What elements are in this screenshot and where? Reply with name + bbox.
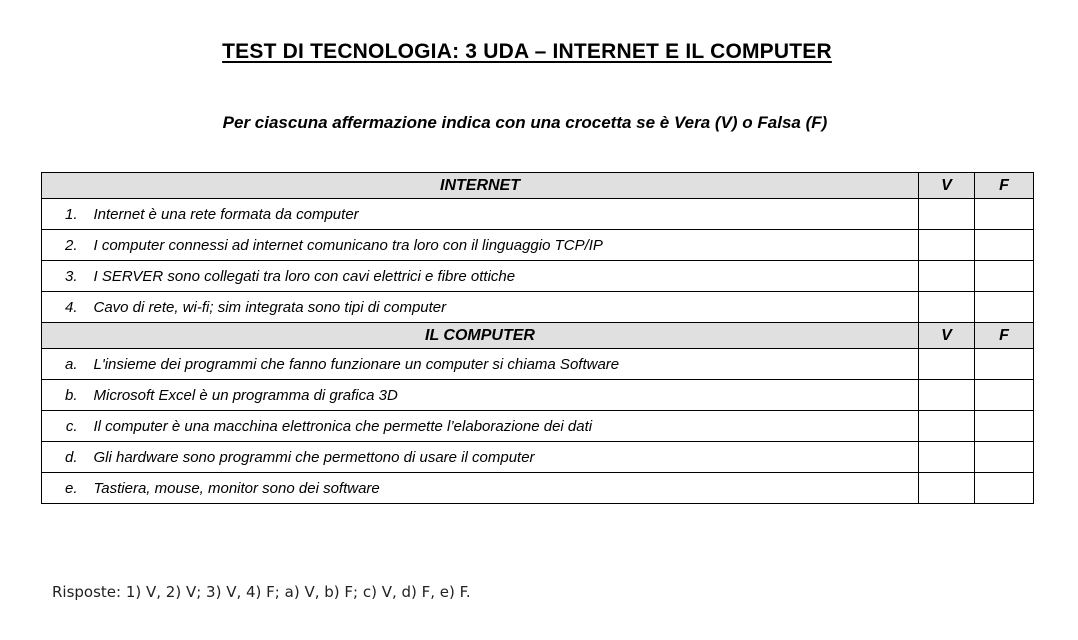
- checkbox-vera[interactable]: [919, 380, 975, 411]
- column-header-vera: V: [919, 323, 975, 349]
- statement-marker: c.: [42, 411, 90, 442]
- statement-text: I SERVER sono collegati tra loro con cavi elettrici e fibre ottiche: [90, 261, 919, 292]
- checkbox-vera[interactable]: [919, 473, 975, 504]
- statement-text: Cavo di rete, wi-fi; sim integrata sono tipi di computer: [90, 292, 919, 323]
- checkbox-vera[interactable]: [919, 230, 975, 261]
- checkbox-falsa[interactable]: [975, 473, 1034, 504]
- statement-text: Tastiera, mouse, monitor sono dei software: [90, 473, 919, 504]
- statement-row: [42, 473, 1034, 504]
- statement-text: L'insieme dei programmi che fanno funzionare un computer si chiama Software: [90, 349, 919, 380]
- section-header-row: [42, 323, 1034, 349]
- checkbox-vera[interactable]: [919, 349, 975, 380]
- checkbox-falsa[interactable]: [975, 380, 1034, 411]
- statement-marker: b.: [42, 380, 90, 411]
- column-header-vera: V: [919, 173, 975, 199]
- statement-text: I computer connessi ad internet comunicano tra loro con il linguaggio TCP/IP: [90, 230, 919, 261]
- statement-row: [42, 349, 1034, 380]
- checkbox-falsa[interactable]: [975, 261, 1034, 292]
- statement-row: [42, 380, 1034, 411]
- statement-marker: d.: [42, 442, 90, 473]
- checkbox-falsa[interactable]: [975, 349, 1034, 380]
- checkbox-vera[interactable]: [919, 292, 975, 323]
- checkbox-falsa[interactable]: [975, 411, 1034, 442]
- checkbox-vera[interactable]: [919, 199, 975, 230]
- statement-text: Il computer è una macchina elettronica che permette l’elaborazione dei dati: [90, 411, 919, 442]
- checkbox-falsa[interactable]: [975, 199, 1034, 230]
- section-heading: IL COMPUTER: [42, 323, 919, 349]
- column-header-falsa: F: [975, 323, 1034, 349]
- quiz-table: [41, 172, 1034, 504]
- statement-marker: 3.: [42, 261, 90, 292]
- statement-marker: a.: [42, 349, 90, 380]
- checkbox-falsa[interactable]: [975, 292, 1034, 323]
- statement-marker: 2.: [42, 230, 90, 261]
- statement-row: [42, 230, 1034, 261]
- statement-marker: 4.: [42, 292, 90, 323]
- statement-row: [42, 292, 1034, 323]
- column-header-falsa: F: [975, 173, 1034, 199]
- statement-row: [42, 261, 1034, 292]
- section-heading: INTERNET: [42, 173, 919, 199]
- statement-marker: e.: [42, 473, 90, 504]
- statement-row: [42, 199, 1034, 230]
- quiz-table-body: [42, 173, 1034, 504]
- answer-key: Risposte: 1) V, 2) V; 3) V, 4) F; a) V, b) F; c) V, d) F, e) F.: [52, 583, 471, 601]
- statement-marker: 1.: [42, 199, 90, 230]
- statement-text: Internet è una rete formata da computer: [90, 199, 919, 230]
- instruction-text: Per ciascuna affermazione indica con una crocetta se è Vera (V) o Falsa (F): [222, 113, 828, 132]
- statement-row: [42, 411, 1034, 442]
- statement-text: Microsoft Excel è un programma di grafica 3D: [90, 380, 919, 411]
- checkbox-falsa[interactable]: [975, 230, 1034, 261]
- checkbox-vera[interactable]: [919, 411, 975, 442]
- section-header-row: [42, 173, 1034, 199]
- statement-row: [42, 442, 1034, 473]
- document-title: TEST DI TECNOLOGIA: 3 UDA – INTERNET E IL COMPUTER: [222, 40, 832, 63]
- checkbox-vera[interactable]: [919, 261, 975, 292]
- checkbox-falsa[interactable]: [975, 442, 1034, 473]
- checkbox-vera[interactable]: [919, 442, 975, 473]
- statement-text: Gli hardware sono programmi che permettono di usare il computer: [90, 442, 919, 473]
